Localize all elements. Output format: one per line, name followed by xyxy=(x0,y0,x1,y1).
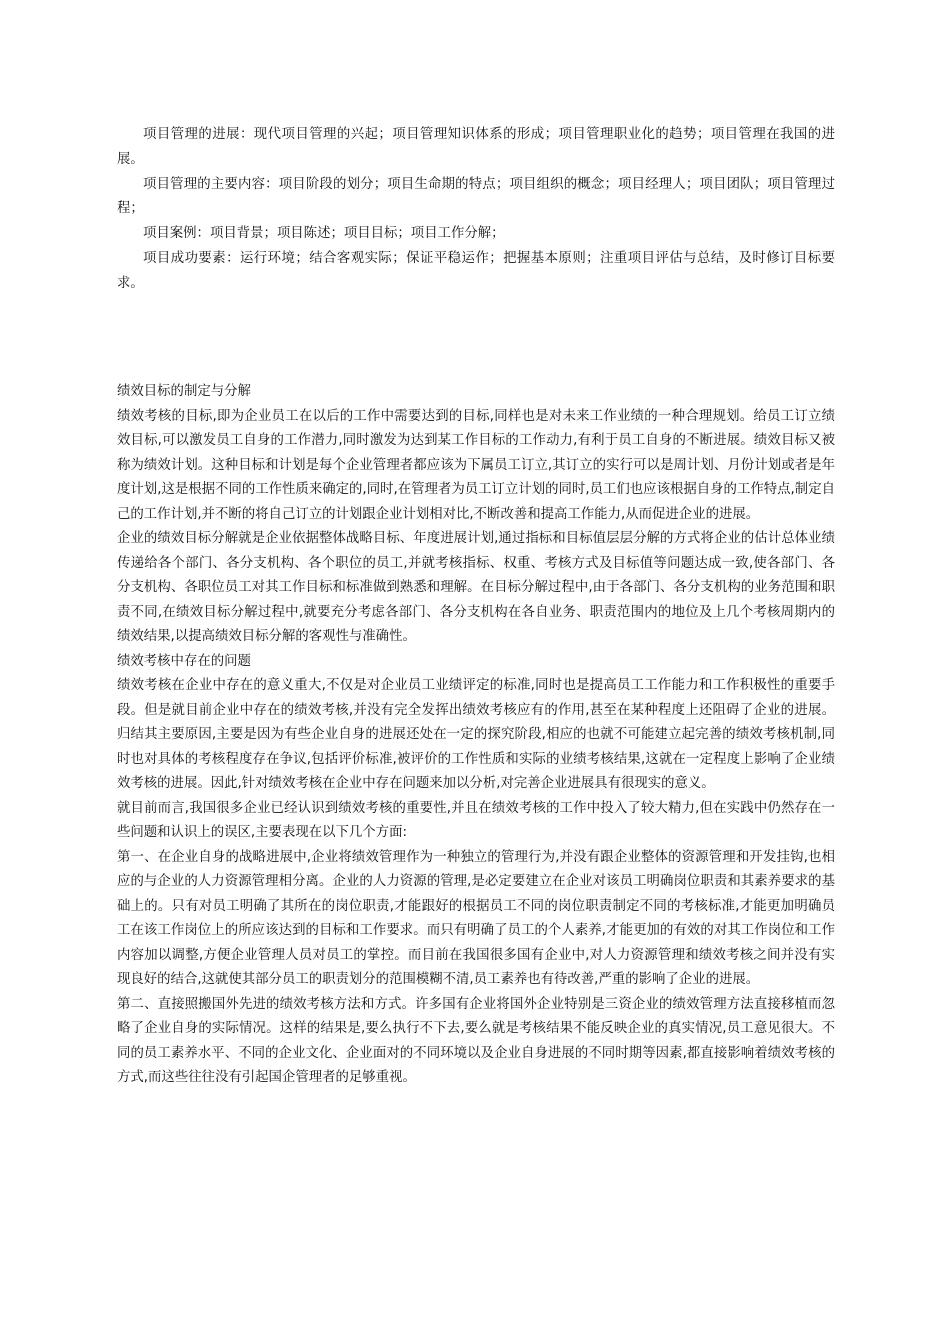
paragraph-success-factors: 项目成功要素：运行环境；结合客观实际；保证平稳运作；把握基本原则；注重项目评估与总结，及时修订目标要求。 xyxy=(117,250,835,291)
paragraph-problem-significance: 绩效考核在企业中存在的意义重大,不仅是对企业员工业绩评定的标准,同时也是提高员工工作能力和工作积极性的重要手段。但是就目前企业中存在的绩效考核,并没有完全发挥出绩效考核应有的作用,甚至在某种程度上还阻碍了企业的进展。归结其主要原因,主要是因为有些企业自身的进展还处在一定的探究阶段,相应的也就不可能建立起完善的绩效考核机制,同时也对具体的考核程度存在争议,包括评价标准,被评价的工作性质和实际的业绩考核结果,这就在一定程度上影响了企业绩效考核的进展。因此,针对绩效考核在企业中存在问题来加以分析,对完善企业进展具有很现实的意义。 xyxy=(117,678,835,791)
project-management-outline xyxy=(117,123,835,297)
paragraph-point-one: 第一、在企业自身的战略进展中,企业将绩效管理作为一种独立的管理行为,并没有跟企业整体的资源管理和开发挂钩,也相应的与企业的人力资源管理相分离。企业的人力资源的管理,是必定要建立在企业对该员工明确岗位职责和其素养要求的基础上的。只有对员工明确了其所在的岗位职责,才能跟好的根据员工不同的岗位职责制定不同的考核标准,才能更加明确员工在该工作岗位上的所应该达到的目标和工作要求。而只有明确了员工的个人素养,才能更加的有效的对其工作岗位和工作内容加以调整,方便企业管理人员对员工的掌控。而目前在我国很多国有企业中,对人力资源管理和绩效考核之间并没有实现良好的结合,这就使其部分员工的职责划分的范围模糊不清,员工素养也有待改善,严重的影响了企业的进展。 xyxy=(117,849,835,987)
paragraph-current-status: 就目前而言,我国很多企业已经认识到绩效考核的重要性,并且在绩效考核的工作中投入了较大精力,但在实践中仍然存在一些问题和认识上的误区,主要表现在以下几个方面: xyxy=(117,800,835,840)
paragraph-point-two: 第二、直接照搬国外先进的绩效考核方法和方式。许多国有企业将国外企业特别是三资企业的绩效管理方法直接移植而忽略了企业自身的实际情况。这样的结果是,要么执行不下去,要么就是考核结果不能反映企业的真实情况,员工意见很大。不同的员工素养水平、不同的企业文化、企业面对的不同环境以及企业自身进展的不同时期等因素,都直接影响着绩效考核的方式,而这些往往没有引起国企管理者的足够重视。 xyxy=(117,996,835,1085)
section-heading-problems: 绩效考核中存在的问题 xyxy=(117,653,251,669)
paragraph-goal-decomposition: 企业的绩效目标分解就是企业依据整体战略目标、年度进展计划,通过指标和目标值层层分解的方式将企业的估计总体业绩传递给各个部门、各分支机构、各个职位的员工,并就考核指标、权重、考核方式及目标值等问题达成一致,使各部门、各分支机构、各职位员工对其工作目标和标准做到熟悉和理解。在目标分解过程中,由于各部门、各分支机构的业务范围和职责不同,在绩效目标分解过程中,就要充分考虑各部门、各分支机构在各自业务、职责范围内的地位及上几个考核周期内的绩效结果,以提高绩效目标分解的客观性与准确性。 xyxy=(117,531,835,644)
paragraph-progress: 项目管理的进展：现代项目管理的兴起；项目管理知识体系的形成；项目管理职业化的趋势；项目管理在我国的进展。 xyxy=(117,127,835,167)
performance-article xyxy=(117,380,835,1091)
paragraph-goal-definition: 绩效考核的目标,即为企业员工在以后的工作中需要达到的目标,同样也是对未来工作业绩的一种合理规划。给员工订立绩效目标,可以激发员工自身的工作潜力,同时激发为达到某工作目标的工作动力,有利于员工自身的不断进展。绩效目标又被称为绩效计划。这种目标和计划是每个企业管理者都应该为下属员工订立,其订立的实行可以是周计划、月份计划或者是年度计划,这是根据不同的工作性质来确定的,同时,在管理者为员工订立计划的同时,员工们也应该根据自身的工作特点,制定自己的工作计划,并不断的将自己订立的计划跟企业计划相对比,不断改善和提高工作能力,从而促进企业的进展。 xyxy=(117,408,835,522)
paragraph-case: 项目案例：项目背景；项目陈述；项目目标；项目工作分解； xyxy=(143,226,505,242)
paragraph-main-content: 项目管理的主要内容：项目阶段的划分；项目生命期的特点；项目组织的概念；项目经理人；项目团队；项目管理过程； xyxy=(117,176,835,217)
section-heading-goals: 绩效目标的制定与分解 xyxy=(117,384,251,399)
